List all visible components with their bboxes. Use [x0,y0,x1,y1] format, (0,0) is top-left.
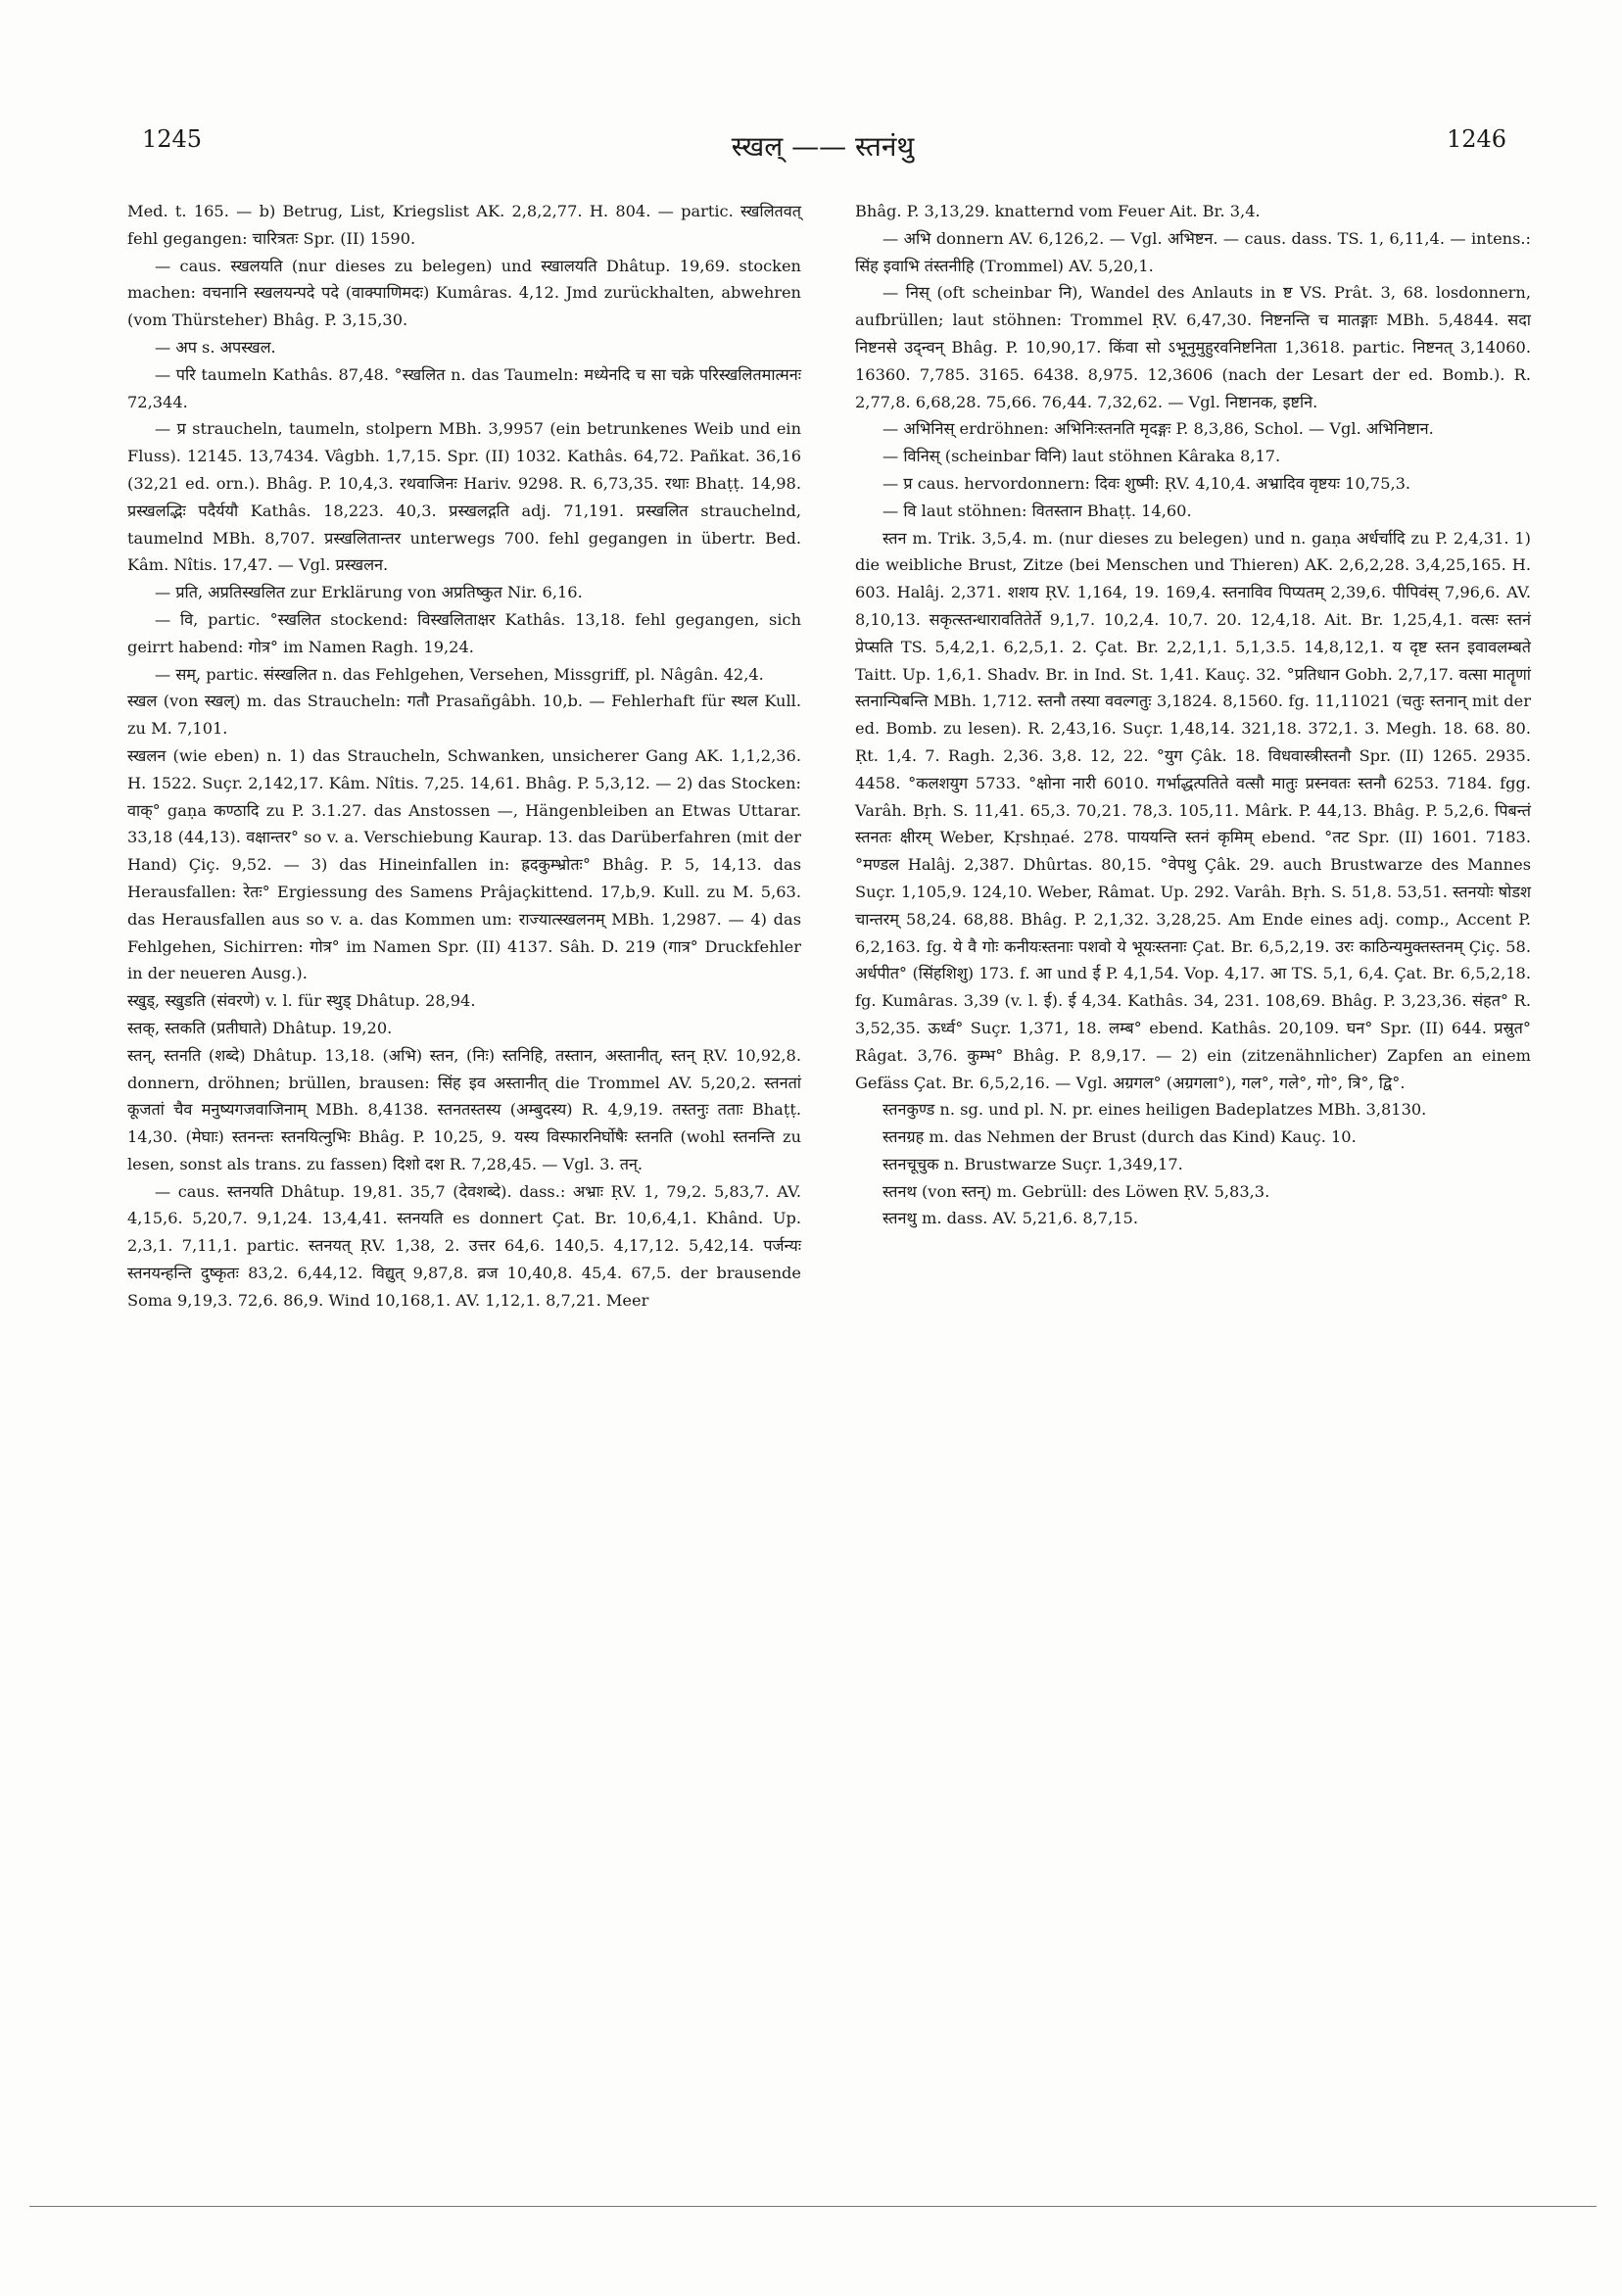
entry-paragraph: — अप s. अपस्खल. [155,337,276,357]
page-number-right: 1246 [1447,125,1507,153]
entry-paragraph: स्खलन (wie eben) n. 1) das Straucheln, Schwanken, unsicherer Gang AK. 1,1,2,36. H. 1522. Suçr. 2,142,17. Kâm. Nîtis. 7,25. 14,61. Bhâg. P. 5,3,12. — 2) das Stocken: वाक्° gaṇa कण्ठादि zu P. 3.1.27. das Anstossen —, Hängenbleiben an Etwas Uttarar. 33,18 (44,13). वक्षान्तर° so v. a. Verschiebung Kaurap. 13. das Darüberfahren (mit der Hand) Çiç. 9,52. — 3) das Hineinfallen in: ह्रदकुम्भ्रोतः° Bhâg. P. 5, 14,13. das Herausfallen: रेतः° Ergiessung des Samens Prâjaçkittend. 17,b,9. Kull. zu M. 5,63. das Herausfallen aus so v. a. das Kommen um: राज्यात्स्खलनम् MBh. 1,2987. — 4) das Fehlgehen, Sichirren: गोत्र° im Namen Spr. (II) 4137. Sâh. D. 219 (गात्र° Druckfehler in der neueren Ausg.). [127,745,801,983]
entry-paragraph: — caus. स्खलयति (nur dieses zu belegen) und स्खालयति Dhâtup. 19,69. stocken machen: वचनानि स्खलयन्पदे पदे (वाक्पाणिमदः) Kumâras. 4,12. Jmd zurückhalten, abwehren (vom Thürsteher) Bhâg. P. 3,15,30. [127,256,801,330]
entry-paragraph: — विनिस् (scheinbar विनि) laut stöhnen Kâraka 8,17. [883,447,1281,466]
entry-paragraph: स्तनथ (von स्तन्) m. Gebrüll: des Löwen ṚV. 5,83,3. [883,1181,1270,1201]
entry-paragraph: — सम्, partic. संस्खलित n. das Fehlgehen, Versehen, Missgriff, pl. Nâgân. 42,4. [155,664,764,684]
entry-paragraph: Bhâg. P. 3,13,29. knatternd vom Feuer Ait. Br. 3,4. [855,202,1261,220]
entry-paragraph: स्तन्, स्तनति (शब्दे) Dhâtup. 13,18. (अभि) स्तन, (निः) स्तनिहि, तस्तान, अस्तानीत्, स्तन् ṚV. 10,92,8. donnern, dröhnen; brüllen, brausen: सिंह इव अस्तानीत् die Trommel AV. 5,20,2. स्तनतां कूजतां चैव मनुष्यगजवाजिनाम् MBh. 8,4138. स्तनतस्तस्य (अम्बुदस्य) R. 4,9,19. तस्तनुः तताः Bhaṭṭ. 14,30. (मेघाः) स्तनन्तः स्तनयित्नुभिः Bhâg. P. 10,25, 9. यस्य विस्फारनिर्घोषैः स्तनति (wohl स्तनन्ति zu lesen, sonst als trans. zu fassen) दिशो दश R. 7,28,45. — Vgl. 3. तन्. [127,1045,801,1173]
entry-paragraph: — caus. स्तनयति Dhâtup. 19,81. 35,7 (देवशब्दे). dass.: अभ्राः ṚV. 1, 79,2. 5,83,7. AV. 4,15,6. 5,20,7. 9,1,24. 13,4,41. स्तनयति es donnert Çat. Br. 10,6,4,1. Khând. Up. 2,3,1. 7,11,1. partic. स्तनयत् ṚV. 1,38, 2. उत्तर 64,6. 140,5. 4,17,12. 5,42,14. पर्जन्यः स्तनयन्हन्ति दुष्कृतः 83,2. 6,44,12. विद्युत् 9,87,8. व्रज 10,40,8. 45,4. 67,5. der brausende Soma 9,19,3. 72,6. 86,9. Wind 10,168,1. AV. 1,12,1. 8,7,21. Meer [127,1181,801,1310]
entry-paragraph: स्तन m. Trik. 3,5,4. m. (nur dieses zu belegen) und n. gaṇa अर्धर्चादि zu P. 2,4,31. 1) die weibliche Brust, Zitze (bei Menschen und Thieren) AK. 2,6,2,28. 3,4,25,165. H. 603. Halâj. 2,371. शशय ṚV. 1,164, 19. 169,4. स्तनाविव पिप्यतम् 2,39,6. पीपिवंस् 7,96,6. AV. 8,10,13. सकृत्स्तन्धारावतितेर्ते 9,1,7. 10,2,4. 10,7. 20. 12,4,18. Ait. Br. 1,25,4,1. वत्सः स्तनं प्रेप्सति TS. 5,4,2,1. 6,2,5,1. 2. Çat. Br. 2,2,1,1. 5,1,3.5. 14,8,12,1. य दृष्ट स्तन इवावलम्बते Taitt. Up. 1,6,1. Shadv. Br. in Ind. St. 1,41. Kauç. 32. °प्रतिधान Gobh. 2,7,17. वत्सा मातॄणां स्तनान्पिबन्ति MBh. 1,712. स्तनौ तस्या ववल्गतुः 3,1824. 8,1560. fg. 11,11021 (चतुः स्तनान् mit der ed. Bomb. zu lesen). R. 2,43,16. Suçr. 1,48,14. 321,18. 372,1. 3. Megh. 18. 68. 80. Ṛt. 1,4. 7. Ragh. 2,36. 3,8. 12, 22. °युग Çâk. 18. विधवास्त्रीस्तनौ Spr. (II) 1265. 2935. 4458. °कलशयुग 5733. °क्षोना नारी 6010. गर्भाद्धत्पतिते वत्सौ मातुः प्रस्नवतः स्तनौ 6253. 7184. fgg. Varâh. Bṛh. S. 11,41. 65,3. 70,21. 78,3. 105,11. Mârk. P. 44,13. Bhâg. P. 5,2,6. पिबन्तं स्तनतः क्षीरम् Weber, Kṛshṇaé. 278. पाययन्ति स्तनं कृमिम् ebend. °तट Spr. (II) 1601. 7183. °मण्डल Halâj. 2,387. Dhûrtas. 80,15. °वेपथु Çâk. 29. auch Brustwarze des Mannes Suçr. 1,105,9. 124,10. Weber, Râmat. Up. 292. Varâh. Bṛh. S. 51,8. 53,51. स्तनयोः षोडश चान्तरम् 58,24. 68,88. Bhâg. P. 2,1,32. 3,28,25. Am Ende eines adj. comp., Accent P. 6,2,163. fg. ये वै गोः कनीयःस्तनाः पशवो ये भूयःस्तनाः Çat. Br. 6,5,2,19. उरः काठिन्यमुक्तस्तनम् Çiç. 58. अर्धपीत° (सिंहशिशु) 173. f. आ und ई P. 4,1,54. Vop. 4,17. आ TS. 5,1, 6,4. Çat. Br. 6,5,2,18. fg. Kumâras. 3,39 (v. l. ई). ई 4,34. Kathâs. 34, 231. 108,69. Bhâg. P. 3,23,36. संहत° R. 3,52,35. ऊर्ध्व° Suçr. 1,371, 18. लम्ब° ebend. Kathâs. 20,109. घन° Spr. (II) 644. प्रस्रुत° Râgat. 3,76. कुम्भ° Bhâg. P. 8,9,17. — 2) ein (zitzenähnlicher) Zapfen an einem Gefäss Çat. Br. 6,5,2,16. — Vgl. अग्रगल° (अग्रगला°), गल°, गले°, गो°, त्रि°, द्वि°. [855,528,1531,1092]
right-column [855,198,1531,1232]
entry-paragraph: — वि laut stöhnen: वितस्तान Bhaṭṭ. 14,60. [883,501,1192,520]
entry-paragraph: — अभि donnern AV. 6,126,2. — Vgl. अभिष्टन. — caus. dass. TS. 1, 6,11,4. — intens.: सिंह इवाभि तंस्तनीहि (Trommel) AV. 5,20,1. [855,228,1531,275]
entry-paragraph: स्तनचूचुक n. Brustwarze Suçr. 1,349,17. [883,1154,1183,1173]
entry-paragraph: स्तनथु m. dass. AV. 5,21,6. 8,7,15. [883,1209,1138,1228]
entry-paragraph: स्तनग्रह m. das Nehmen der Brust (durch das Kind) Kauç. 10. [883,1127,1357,1147]
entry-paragraph: स्खुड्, स्खुडति (संवरणे) v. l. für स्थुड् Dhâtup. 28,94. [127,991,476,1011]
page-number-left: 1245 [142,125,203,153]
entry-paragraph: — निस् (oft scheinbar नि), Wandel des Anlauts in ष्ट VS. Prât. 3, 68. losdonnern, aufbrüllen; laut stöhnen: Trommel ṚV. 6,47,30. निष्टनन्ति च मातङ्गाः MBh. 5,4844. सदा निष्टनसे उद्न्वन् Bhâg. P. 10,90,17. किंवा सो ऽभूनुमुहुरवनिष्टनिता 1,3618. partic. निष्टनत् 3,14060. 16360. 7,785. 3165. 6438. 8,975. 12,3606 (nach der Lesart der ed. Bomb.). R. 2,77,8. 6,68,28. 75,66. 76,44. 7,32,62. — Vgl. निष्टानक, इष्टनि. [855,283,1531,411]
footer-rule [29,2206,1597,2207]
entry-paragraph: — प्रति, अप्रतिस्खलित zur Erklärung von अप्रतिष्कुत Nir. 6,16. [155,583,583,602]
entry-paragraph: स्तनकुण्ड n. sg. und pl. N. pr. eines heiligen Badeplatzes MBh. 3,8130. [883,1100,1427,1120]
entry-paragraph: — परि taumeln Kathâs. 87,48. °स्खलित n. das Taumeln: मध्येनदि च सा चक्रे परिस्खलितमात्मनः 72,344. [127,364,801,411]
running-header: स्खल् —— स्तनंथु [731,130,915,163]
left-column [127,198,801,1315]
entry-paragraph: Med. t. 165. — b) Betrug, List, Kriegslist AK. 2,8,2,77. H. 804. — partic. स्खलितवत् fehl gegangen: चारित्रतः Spr. (II) 1590. [127,202,801,248]
entry-paragraph: स्खल (von स्खल्) m. das Straucheln: गतौ Prasañgâbh. 10,b. — Fehlerhaft für स्थल Kull. zu M. 7,101. [127,692,801,739]
entry-paragraph: स्तक्, स्तकति (प्रतीघाते) Dhâtup. 19,20. [127,1018,393,1037]
entry-paragraph: — अभिनिस् erdröhnen: अभिनिःस्तनति मृदङ्गः P. 8,3,86, Schol. — Vgl. अभिनिष्टान. [883,419,1434,439]
entry-paragraph: — वि, partic. °स्खलित stockend: विस्खलिताक्षर Kathâs. 13,18. fehl gegangen, sich geirrt habend: गोत्र° im Namen Ragh. 19,24. [127,609,801,656]
entry-paragraph: — प्र caus. hervordonnern: दिवः शुष्मी: ṚV. 4,10,4. अभ्रादिव वृष्टयः 10,75,3. [883,473,1411,493]
entry-paragraph: — प्र straucheln, taumeln, stolpern MBh. 3,9957 (ein betrunkenes Weib und ein Fluss). 12145. 13,7434. Vâgbh. 1,7,15. Spr. (II) 1032. Kathâs. 64,72. Pañkat. 36,16 (32,21 ed. orn.). Bhâg. P. 10,4,3. रथवाजिनः Hariv. 9298. R. 6,73,35. रथाः Bhaṭṭ. 14,98. प्रस्खलद्भिः पदैर्ययौ Kathâs. 18,223. 40,3. प्रस्खलद्गति adj. 71,191. प्रस्खलित strauchelnd, taumelnd MBh. 8,707. प्रस्खलितान्तर unterwegs 700. fehl gegangen in übertr. Bed. Kâm. Nîtis. 17,47. — Vgl. प्रस्खलन. [127,419,801,575]
